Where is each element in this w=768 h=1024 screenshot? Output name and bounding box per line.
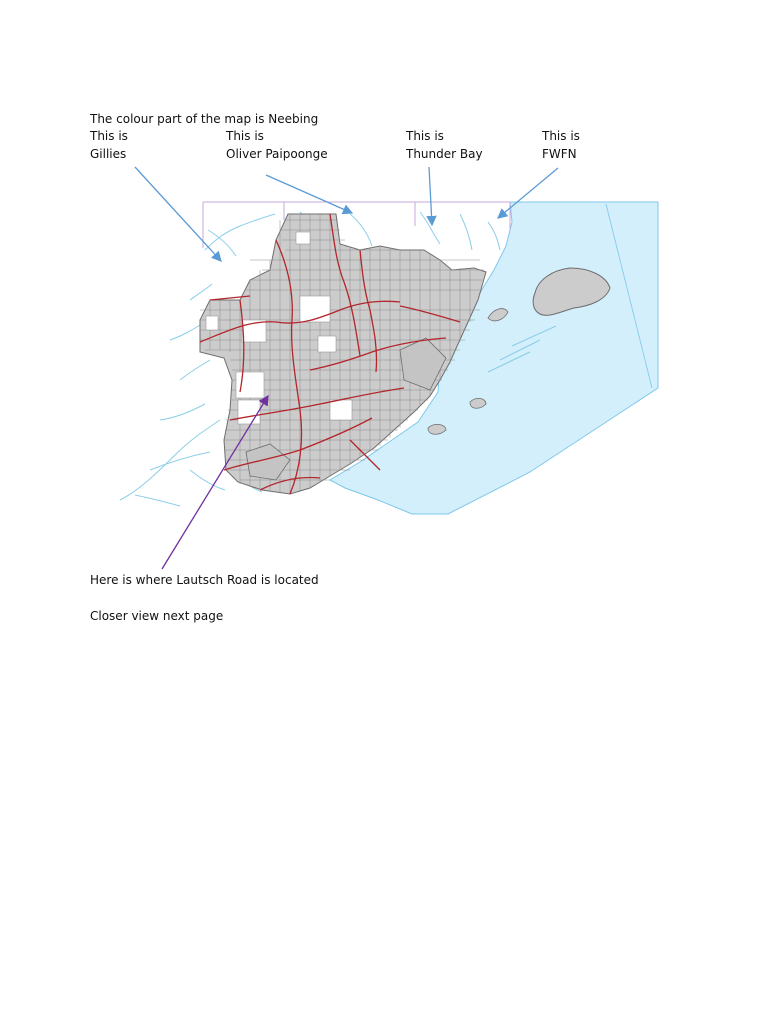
lautsch-road-note: Here is where Lautsch Road is located	[90, 573, 319, 587]
label-oliver-line1: This is	[226, 129, 264, 143]
township-boundary	[203, 202, 510, 248]
arrow-oliver	[266, 175, 352, 213]
label-thunder-bay-line2: Thunder Bay	[406, 147, 483, 161]
label-gillies-line2: Gillies	[90, 147, 127, 161]
arrow-gillies	[135, 167, 221, 261]
intro-text: The colour part of the map is Neebing	[90, 112, 319, 126]
label-fwfn-line2: FWFN	[542, 147, 577, 161]
closer-view-note: Closer view next page	[90, 609, 224, 623]
arrow-thunder-bay	[429, 167, 432, 225]
label-oliver-line2: Oliver Paipoonge	[226, 147, 328, 161]
label-fwfn-line1: This is	[542, 129, 580, 143]
label-thunder-bay-line1: This is	[406, 129, 444, 143]
label-gillies-line1: This is	[90, 129, 128, 143]
